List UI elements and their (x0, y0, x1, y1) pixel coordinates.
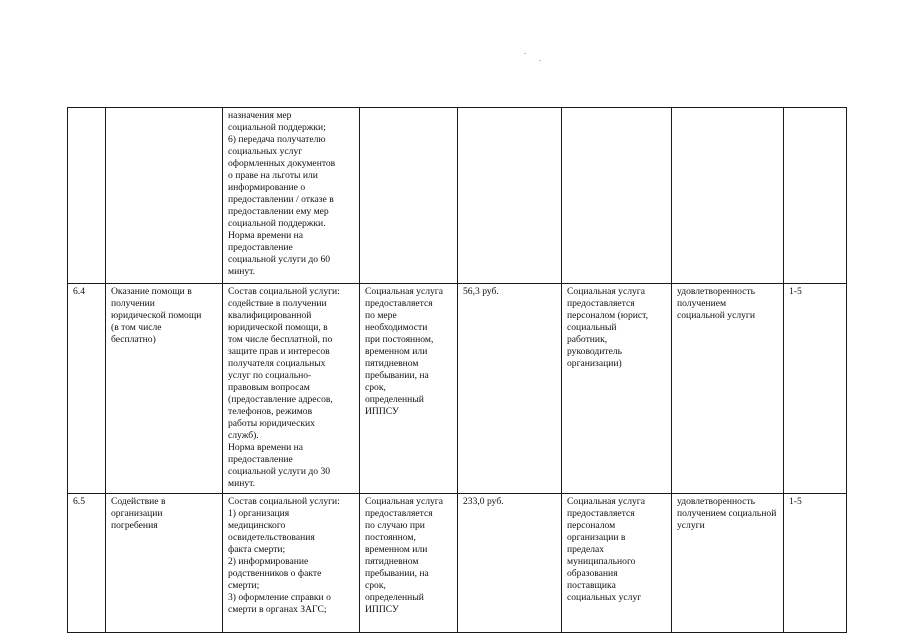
cell-composition: назначения мер социальной поддержки; 6) передача получателю социальных услуг оформленных документов о праве на льготы или информирование о предоставлении / отказе в предоставлении ему мер социальной поддержки. Норма времени на предоставление социальной услуги до 60 минут. (223, 108, 360, 284)
cell-price: 56,3 руб. (458, 284, 562, 494)
services-table (67, 107, 847, 633)
cell-score: 1-5 (784, 494, 847, 633)
cell-price (458, 108, 562, 284)
cell-score: 1-5 (784, 284, 847, 494)
cell-provider: Социальная услуга предоставляется персоналом (юрист, социальный работник, руководитель организации) (562, 284, 672, 494)
cell-period: Социальная услуга предоставляется по случаю при постоянном, временном или пятидневном пребывании, на срок, определенный ИППСУ (360, 494, 458, 633)
cell-quality: удовлетворенность получением социальной услуги (672, 284, 784, 494)
scan-speck (539, 60, 541, 61)
cell-service-name: Содействие в организации погребения (106, 494, 223, 633)
cell-service-name: Оказание помощи в получении юридической помощи (в том числе бесплатно) (106, 284, 223, 494)
cell-price: 233,0 руб. (458, 494, 562, 633)
cell-number: 6.4 (68, 284, 106, 494)
cell-period (360, 108, 458, 284)
cell-composition: Состав социальной услуги: содействие в получении квалифицированной юридической помощи, в том числе бесплатной, по защите прав и интересов получателя социальных услуг по социально- правовым вопросам (предоставление адресов, телефонов, режимов работы юридических служб). Норма времени на предоставление социальной услуги до 30 минут. (223, 284, 360, 494)
table-row (68, 494, 847, 633)
table-row (68, 108, 847, 284)
cell-provider: Социальная услуга предоставляется персоналом организации в пределах муниципального образования поставщика социальных услуг (562, 494, 672, 633)
cell-quality: удовлетворенность получением социальной услуги (672, 494, 784, 633)
cell-quality (672, 108, 784, 284)
cell-number: 6.5 (68, 494, 106, 633)
cell-period: Социальная услуга предоставляется по мере необходимости при постоянном, временном или пятидневном пребывании, на срок, определенный ИППСУ (360, 284, 458, 494)
cell-provider (562, 108, 672, 284)
cell-score (784, 108, 847, 284)
cell-service-name (106, 108, 223, 284)
cell-number (68, 108, 106, 284)
table-row (68, 284, 847, 494)
scan-speck (524, 53, 526, 54)
cell-composition: Состав социальной услуги: 1) организация медицинского освидетельствования факта смерти; 2) информирование родственников о факте смерти; 3) оформление справки о смерти в органах ЗАГС; (223, 494, 360, 633)
